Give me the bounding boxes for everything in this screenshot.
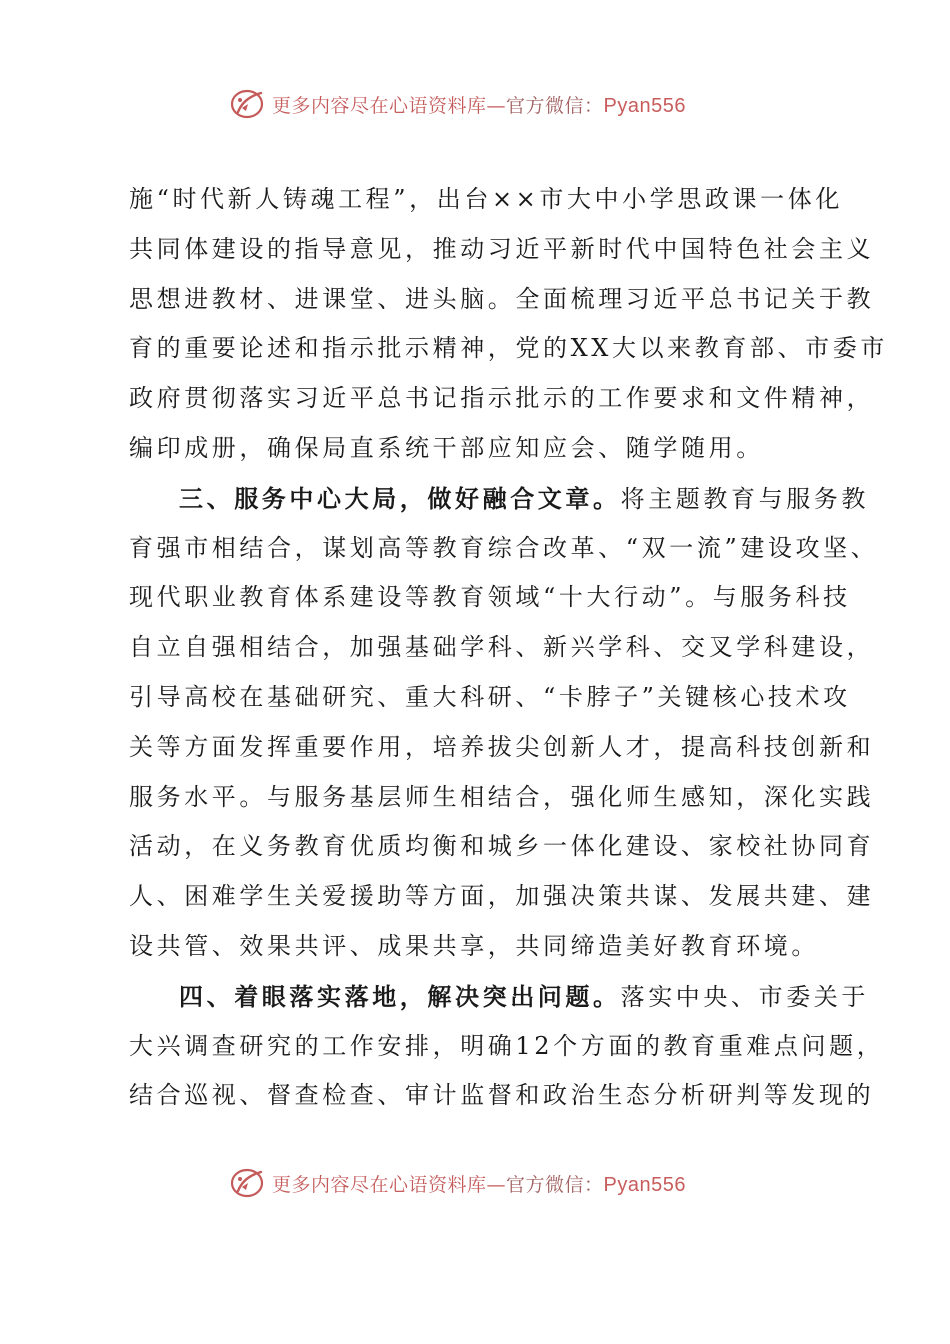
text-line: 人、困难学生关爱援助等方面，加强决策共谋、发展共建、建	[129, 882, 875, 911]
watermark-dash: —	[486, 94, 507, 117]
text-line: 共同体建设的指导意见，推动习近平新时代中国特色社会主义	[129, 234, 875, 263]
watermark-wechat-id: Pyan556	[603, 94, 686, 117]
text-line: 政府贯彻落实习近平总书记指示批示的工作要求和文件精神，	[129, 384, 875, 413]
paragraph-first-line	[129, 474, 870, 524]
watermark-dash: —	[486, 1173, 507, 1196]
text-line: 编印成册，确保局直系统干部应知应会、随学随用。	[129, 433, 764, 462]
text-line: 育强市相结合，谋划高等教育综合改革、“双一流”建设攻坚、	[129, 533, 879, 562]
watermark-wechat-id: Pyan556	[603, 1173, 686, 1196]
text-line: 施“时代新人铸魂工程”，出台××市大中小学思政课一体化	[129, 185, 843, 213]
watermark-label: 官方微信：	[506, 94, 604, 117]
leaf-pen-logo-icon	[228, 1163, 268, 1203]
watermark-banner-bottom	[228, 1163, 748, 1203]
text-line: 服务水平。与服务基层师生相结合，强化师生感知，深化实践	[129, 782, 875, 811]
watermark-banner-top	[228, 84, 748, 124]
text-line: 思想进教材、进课堂、进头脑。全面梳理习近平总书记关于教	[129, 284, 875, 313]
text-line: 大兴调查研究的工作安排，明确12个方面的教育重难点问题，	[129, 1031, 885, 1060]
text-line: 设共管、效果共评、成果共享，共同缔造美好教育环境。	[129, 931, 819, 960]
leaf-pen-logo-icon	[228, 84, 268, 124]
paragraph-first-line	[129, 972, 870, 1022]
section-heading-4: 四、着眼落实落地，解决突出问题。	[179, 981, 621, 1011]
section-heading-3: 三、服务中心大局，做好融合文章。	[179, 483, 621, 513]
text-line-rest: 落实中央、市委关于	[620, 982, 870, 1011]
text-line: 现代职业教育体系建设等教育领域“十大行动”。与服务科技	[129, 583, 851, 612]
text-line: 结合巡视、督查检查、审计监督和政治生态分析研判等发现的	[129, 1081, 875, 1110]
text-line: 关等方面发挥重要作用，培养拔尖创新人才，提高科技创新和	[129, 732, 875, 761]
watermark-label: 官方微信：	[506, 1173, 604, 1196]
document-body	[129, 175, 888, 1121]
watermark-main-text: 更多内容尽在心语资料库	[272, 94, 487, 117]
text-line: 引导高校在基础研究、重大科研、“卡脖子”关键核心技术攻	[129, 682, 851, 711]
text-line: 活动，在义务教育优质均衡和城乡一体化建设、家校社协同育	[129, 832, 875, 861]
text-line-rest: 将主题教育与服务教	[620, 484, 870, 513]
text-line: 育的重要论述和指示批示精神，党的XX大以来教育部、市委市	[129, 334, 888, 363]
text-line: 自立自强相结合，加强基础学科、新兴学科、交叉学科建设，	[129, 633, 875, 662]
watermark-main-text: 更多内容尽在心语资料库	[272, 1173, 487, 1196]
